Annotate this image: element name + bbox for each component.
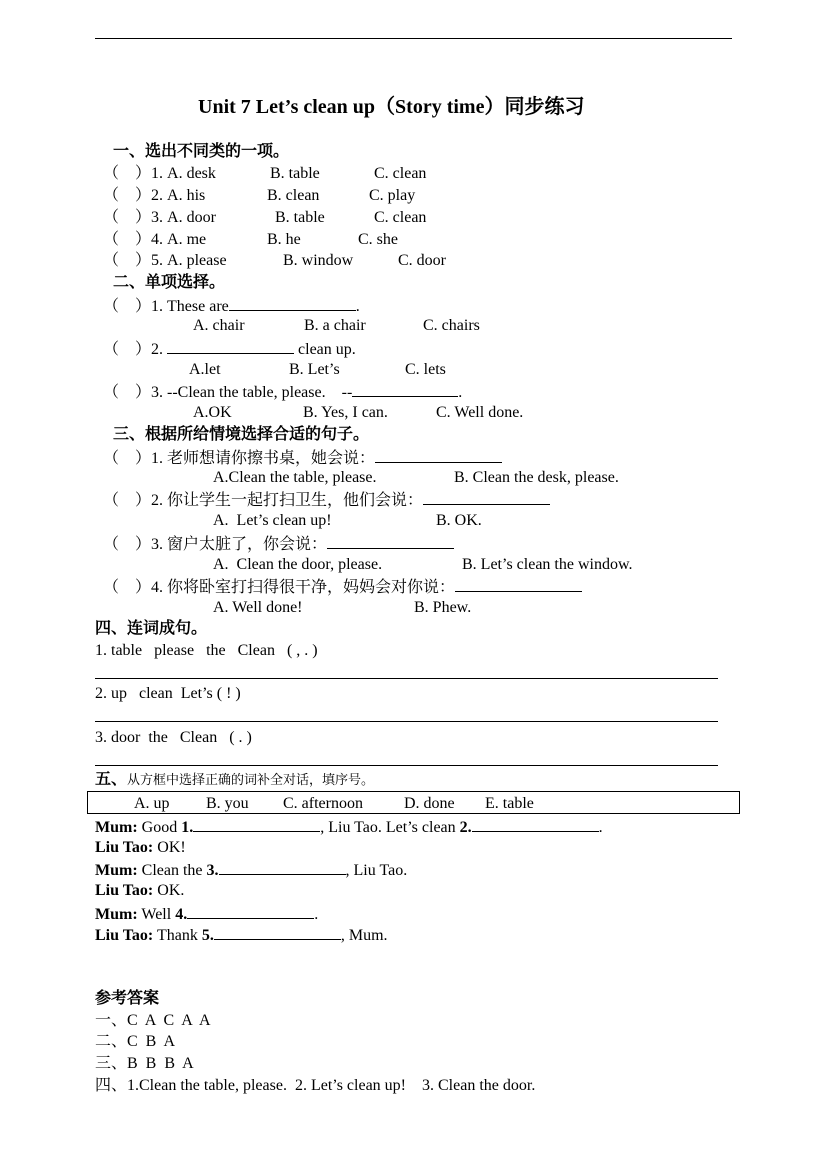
s2-q1-option-a: A. chair: [193, 317, 245, 334]
s3-question-1: （ ）1. 老师想请你擦书桌，她会说：: [103, 447, 502, 469]
section-5-instruction: 从方框中选择正确的词补全对话，填序号。: [127, 772, 375, 787]
dialogue-line-2: Liu Tao: OK!: [95, 839, 186, 856]
answer-blank[interactable]: [187, 903, 314, 919]
answer-blank[interactable]: [352, 381, 458, 397]
s2-q3-option-b: B. Yes, I can.: [303, 404, 388, 421]
s3-question-2: （ ）2. 你让学生一起打扫卫生，他们会说：: [103, 489, 550, 511]
s4-answer-line-2[interactable]: [95, 721, 718, 722]
s3-q3-option-a: A. Clean the door, please.: [213, 556, 383, 573]
s3-q2-option-a: A. Let’s clean up!: [213, 512, 332, 529]
s4-answer-line-1[interactable]: [95, 678, 718, 679]
answer-paren: （ ）: [103, 450, 152, 467]
answer-paren: （ ）: [103, 298, 152, 315]
word-option-d: D. done: [404, 795, 455, 812]
word-option-e: E. table: [485, 795, 534, 812]
answer-paren: （ ）: [103, 231, 152, 248]
dialogue-line-4: Liu Tao: OK.: [95, 882, 185, 899]
dialogue-line-1: Mum: Good 1. , Liu Tao. Let’s clean 2. .: [95, 816, 603, 838]
section-3-heading: 三、根据所给情境选择合适的句子。: [113, 426, 370, 443]
s2-q1-option-b: B. a chair: [304, 317, 366, 334]
answer-line-1: 一、C A C A A: [95, 1012, 211, 1029]
answer-paren: （ ）: [103, 252, 152, 269]
answer-blank[interactable]: [327, 533, 454, 549]
answer-blank[interactable]: [167, 338, 294, 354]
s3-q1-option-b: B. Clean the desk, please.: [454, 469, 619, 486]
s4-answer-line-3[interactable]: [95, 765, 718, 766]
section-1-heading: 一、选出不同类的一项。: [113, 143, 290, 160]
word-option-b: B. you: [206, 795, 249, 812]
s3-question-3: （ ）3. 窗户太脏了，你会说：: [103, 533, 454, 555]
answer-blank[interactable]: [455, 576, 582, 592]
answer-blank[interactable]: [472, 816, 599, 832]
s1-q1-option-c: C. clean: [374, 165, 427, 182]
s1-question-1: （ ）1. A. desk: [103, 165, 216, 182]
header-rule: [95, 38, 732, 39]
s1-q4-option-c: C. she: [358, 231, 398, 248]
section-4-heading: 四、连词成句。: [95, 620, 208, 637]
answer-paren: （ ）: [103, 536, 152, 553]
s1-question-2: （ ）2. A. his: [103, 187, 206, 204]
answer-key-heading: 参考答案: [95, 990, 160, 1007]
section-5-heading: 五、从方框中选择正确的词补全对话，填序号。: [95, 771, 375, 788]
s1-q1-option-b: B. table: [270, 165, 320, 182]
s2-q2-option-b: B. Let’s: [289, 361, 340, 378]
s1-q4-option-b: B. he: [267, 231, 301, 248]
word-option-c: C. afternoon: [283, 795, 363, 812]
s2-q1-option-c: C. chairs: [423, 317, 480, 334]
dialogue-line-6: Liu Tao: Thank 5. , Mum.: [95, 924, 388, 946]
answer-line-2: 二、C B A: [95, 1033, 176, 1050]
s1-question-4: （ ）4. A. me: [103, 231, 207, 248]
s3-q4-option-a: A. Well done!: [213, 599, 303, 616]
answer-paren: （ ）: [103, 384, 152, 401]
answer-paren: （ ）: [103, 492, 152, 509]
answer-paren: （ ）: [103, 187, 152, 204]
word-option-a: A. up: [134, 795, 170, 812]
s1-q3-option-c: C. clean: [374, 209, 427, 226]
speaker: Mum:: [95, 819, 138, 836]
s3-q4-option-b: B. Phew.: [414, 599, 472, 616]
answer-paren: （ ）: [103, 341, 152, 358]
speaker: Liu Tao:: [95, 882, 154, 899]
s1-question-3: （ ）3. A. door: [103, 209, 216, 226]
s2-q2-option-c: C. lets: [405, 361, 446, 378]
s2-question-2: （ ）2. clean up.: [103, 338, 356, 360]
s1-q2-option-c: C. play: [369, 187, 416, 204]
answer-blank[interactable]: [193, 816, 320, 832]
answer-blank[interactable]: [214, 924, 341, 940]
s3-q3-option-b: B. Let’s clean the window.: [462, 556, 633, 573]
speaker: Liu Tao:: [95, 839, 154, 856]
answer-blank[interactable]: [375, 447, 502, 463]
speaker: Mum:: [95, 906, 138, 923]
s1-question-5: （ ）5. A. please: [103, 252, 227, 269]
s2-question-1: （ ）1. These are .: [103, 295, 360, 317]
answer-blank[interactable]: [423, 489, 550, 505]
answer-line-4: 四、1.Clean the table, please. 2. Let’s clean up! 3. Clean the door.: [95, 1077, 536, 1094]
s2-q3-option-c: C. Well done.: [436, 404, 524, 421]
answer-paren: （ ）: [103, 209, 152, 226]
answer-paren: （ ）: [103, 165, 152, 182]
dialogue-line-3: Mum: Clean the 3. , Liu Tao.: [95, 859, 407, 881]
s1-q2-option-b: B. clean: [267, 187, 320, 204]
s1-q5-option-b: B. window: [283, 252, 354, 269]
page-title: Unit 7 Let’s clean up（Story time）同步练习: [198, 96, 585, 118]
answer-paren: （ ）: [103, 579, 152, 596]
s2-q2-option-a: A.let: [189, 361, 221, 378]
s3-q2-option-b: B. OK.: [436, 512, 482, 529]
answer-blank[interactable]: [219, 859, 346, 875]
s3-q1-option-a: A.Clean the table, please.: [213, 469, 377, 486]
answer-blank[interactable]: [229, 295, 356, 311]
dialogue-line-5: Mum: Well 4. .: [95, 903, 318, 925]
s4-item-3: 3. door the Clean ( . ): [95, 729, 252, 746]
answer-line-3: 三、B B B A: [95, 1055, 194, 1072]
s2-question-3: （ ）3. --Clean the table, please. -- .: [103, 381, 462, 403]
s3-question-4: （ ）4. 你将卧室打扫得很干净，妈妈会对你说：: [103, 576, 582, 598]
speaker: Liu Tao:: [95, 927, 154, 944]
s2-q3-option-a: A.OK: [193, 404, 232, 421]
speaker: Mum:: [95, 862, 138, 879]
s1-q5-option-c: C. door: [398, 252, 446, 269]
s4-item-1: 1. table please the Clean ( , . ): [95, 642, 318, 659]
s4-item-2: 2. up clean Let’s ( ! ): [95, 685, 241, 702]
s1-q3-option-b: B. table: [275, 209, 325, 226]
section-2-heading: 二、单项选择。: [113, 274, 226, 291]
